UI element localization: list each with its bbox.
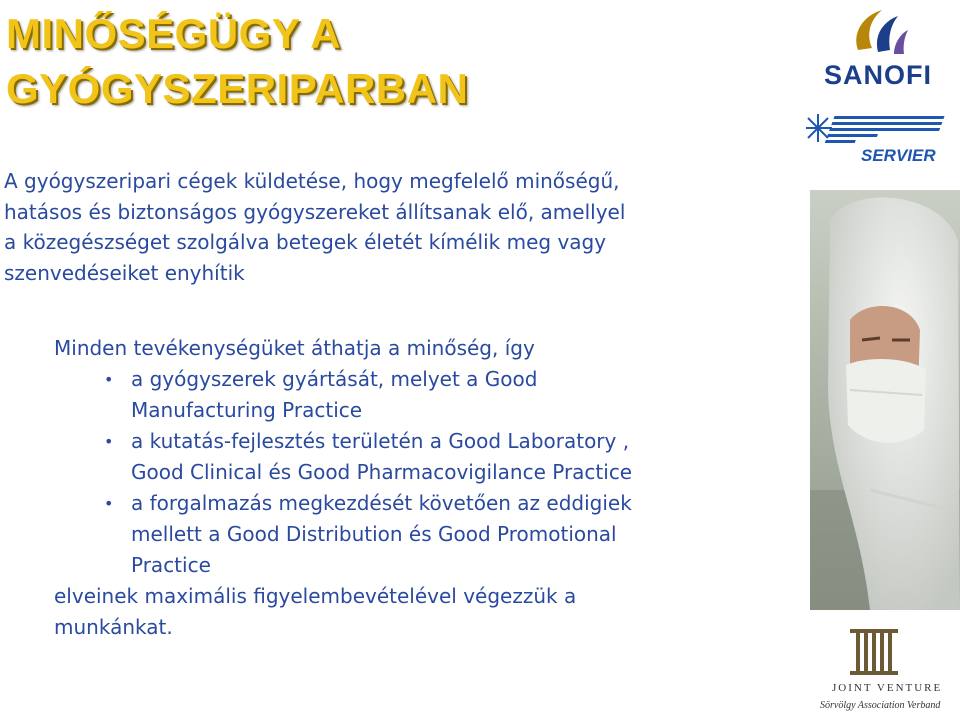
sanofi-logo-icon <box>848 4 910 62</box>
joint-venture-subtitle: Sörvölgy Association Verband <box>820 700 941 711</box>
closing-line: munkánkat. <box>54 615 173 639</box>
bullet-icon: • <box>104 432 114 451</box>
bullet-line: a kutatás-fejlesztés területén a Good Laboratory , <box>131 429 630 453</box>
intro-line: szenvedéseiket enyhítik <box>4 260 245 285</box>
bullet-line: Practice <box>131 553 211 577</box>
intro-line: A gyógyszeripari cégek küldetése, hogy megfelelő minőségű, <box>4 169 620 193</box>
bullet-icon: • <box>104 370 114 389</box>
intro-line: hatásos és biztonságos gyógyszereket állítsanak elő, amellyel <box>4 199 626 224</box>
joint-venture-logo-icon <box>848 627 910 677</box>
title-line-1: MINŐSÉGÜGY A <box>6 10 342 57</box>
bullet-list <box>54 364 794 581</box>
bullet-line: Manufacturing Practice <box>131 398 363 422</box>
lead-text: Minden tevékenységüket áthatja a minőség, így <box>54 336 535 360</box>
servier-wordmark: SERVIER <box>861 146 936 165</box>
intro-paragraph <box>4 166 794 288</box>
bullet-item-distribution <box>54 488 794 581</box>
bullet-icon: • <box>104 494 114 513</box>
bullet-item-manufacturing <box>54 364 794 426</box>
logo-column <box>798 0 960 719</box>
intro-line: a közegészséget szolgálva betegek életét kímélik meg vagy <box>4 230 607 254</box>
cleanroom-worker-image <box>810 190 960 610</box>
body-section <box>54 333 794 643</box>
joint-venture-title: JOINT VENTURE <box>832 682 943 694</box>
bullet-item-research <box>54 426 794 488</box>
bullet-line: a forgalmazás megkezdését követően az eddigiek <box>131 491 632 515</box>
page-title <box>6 6 468 116</box>
closing-line: elveinek maximális figyelembevételével végezzük a <box>54 584 577 608</box>
title-line-2: GYÓGYSZERIPARBAN <box>6 65 469 112</box>
bullet-line: Good Clinical és Good Pharmacovigilance Practice <box>131 460 633 484</box>
bullet-line: mellett a Good Distribution és Good Promotional <box>131 522 617 546</box>
bullet-line: a gyógyszerek gyártását, melyet a Good <box>131 367 538 391</box>
sanofi-wordmark: SANOFI <box>824 60 933 90</box>
